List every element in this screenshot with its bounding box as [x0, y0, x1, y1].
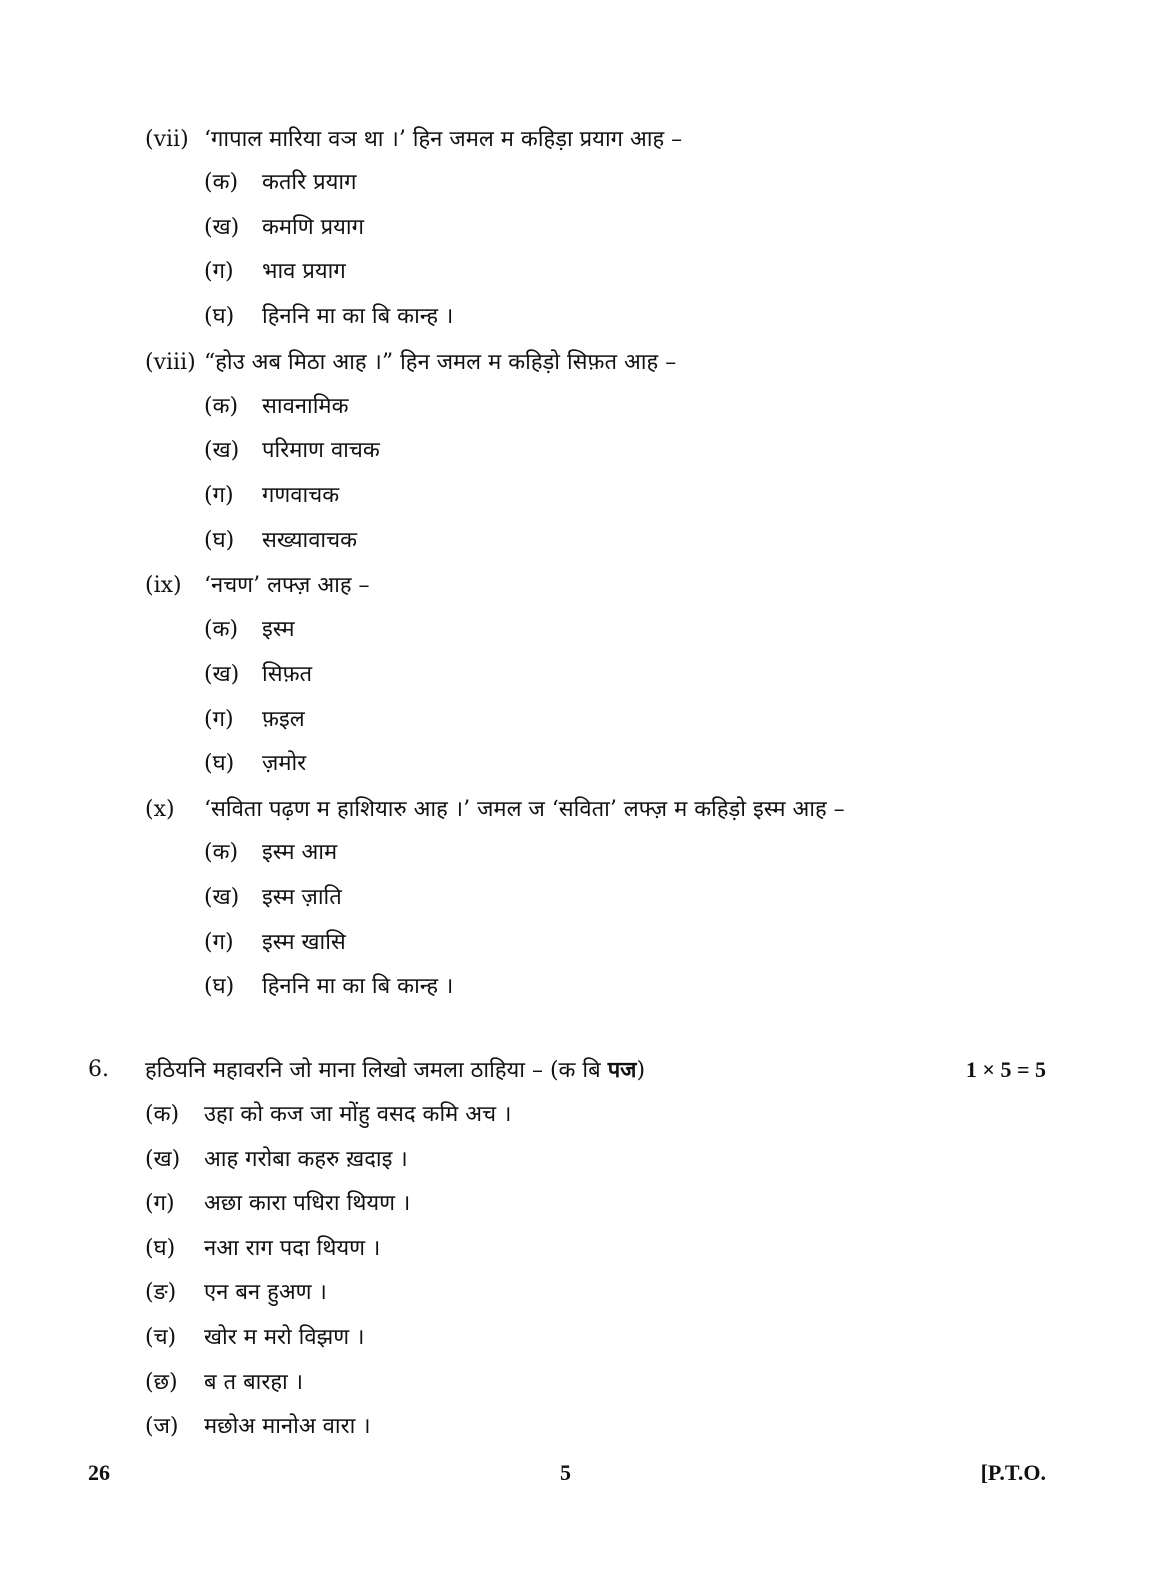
option-label: (ग)	[204, 259, 234, 284]
option-label: (ग)	[204, 483, 234, 508]
item-label: (ङ)	[145, 1280, 177, 1305]
item-label: (ख)	[145, 1147, 181, 1172]
question-text: ‘गापाल मारिया वञ था ।’ हिन जमल म कहिड़ा प्रयाग आह –	[204, 127, 683, 152]
option-label: (ख)	[204, 885, 240, 910]
question-text: ‘नचण’ लफ्ज़ आह –	[204, 573, 370, 598]
question-number: 6.	[88, 1057, 109, 1082]
marks: 1 × 5 = 5	[965, 1057, 1046, 1082]
page-number: 5	[560, 1460, 571, 1485]
option-text: कतरि प्रयाग	[262, 170, 357, 195]
item-text: उहा को कज जा मोंहु वसद कमि अच ।	[204, 1102, 512, 1127]
item-label: (छ)	[145, 1370, 178, 1395]
option-text: परिमाण वाचक	[262, 438, 380, 463]
item-text: नआ राग पदा थियण ।	[204, 1236, 381, 1261]
option-text: कमणि प्रयाग	[262, 215, 365, 240]
paper-code: 26	[88, 1460, 110, 1485]
option-text: गणवाचक	[262, 483, 340, 508]
item-text: अछा कारा पधिरा थियण ।	[204, 1191, 411, 1216]
option-label: (घ)	[204, 751, 235, 776]
option-label: (ख)	[204, 438, 240, 463]
question-text-main: हठियनि महावरनि जो माना लिखो जमला ठाहिया – (क बि	[145, 1058, 608, 1083]
item-text: आह गरोबा कहरु ख़दाइ ।	[204, 1147, 408, 1172]
item-label: (क)	[145, 1102, 180, 1127]
option-text: इस्म ज़ाति	[262, 885, 342, 910]
item-text: मछोअ मानोअ वारा ।	[204, 1414, 371, 1439]
item-label: (ग)	[145, 1191, 175, 1216]
please-turn-over: [P.T.O.	[980, 1460, 1046, 1485]
item-text: एन बन हुअण ।	[204, 1280, 327, 1305]
option-text: सिफ़त	[262, 662, 313, 687]
option-text: सावनामिक	[262, 394, 349, 419]
question-text: “होउ अब मिठा आह ।” हिन जमल म कहिड़ो सिफ़त आह –	[204, 350, 677, 375]
option-label: (घ)	[204, 304, 235, 329]
question-text-bold: पज	[607, 1057, 637, 1083]
option-text: इस्म आम	[262, 840, 338, 865]
option-text: हिननि मा का बि कान्ह ।	[262, 304, 454, 329]
option-label: (ग)	[204, 930, 234, 955]
option-text: फ़इल	[262, 707, 305, 732]
item-label: (ज)	[145, 1414, 179, 1439]
option-text: सख्यावाचक	[262, 528, 357, 553]
option-label: (क)	[204, 170, 239, 195]
option-label: (क)	[204, 617, 239, 642]
option-label: (घ)	[204, 528, 235, 553]
option-label: (क)	[204, 394, 239, 419]
option-label: (ख)	[204, 662, 240, 687]
option-text: हिननि मा का बि कान्ह ।	[262, 974, 454, 999]
item-text: ब त बारहा ।	[204, 1370, 304, 1395]
question-number: (vii)	[145, 127, 189, 152]
question-text	[145, 1055, 645, 1086]
option-label: (ख)	[204, 215, 240, 240]
option-text: ज़मोर	[262, 751, 307, 776]
option-text: भाव प्रयाग	[262, 259, 346, 284]
option-label: (ग)	[204, 707, 234, 732]
question-number: (x)	[145, 797, 175, 822]
option-text: इस्म	[262, 617, 295, 642]
option-label: (घ)	[204, 974, 235, 999]
question-text: ‘सविता पढ़ण म हाशियारु आह ।’ जमल ज ‘सविता’ लफ्ज़ म कहिड़ो इस्म आह –	[204, 797, 845, 822]
question-number: (viii)	[145, 350, 196, 375]
item-text: खोर म मरो विझण ।	[204, 1325, 365, 1350]
option-text: इस्म खासि	[262, 930, 346, 955]
item-label: (च)	[145, 1325, 177, 1350]
item-label: (घ)	[145, 1236, 176, 1261]
question-text-close: )	[636, 1058, 646, 1083]
option-label: (क)	[204, 840, 239, 865]
question-number: (ix)	[145, 573, 182, 598]
